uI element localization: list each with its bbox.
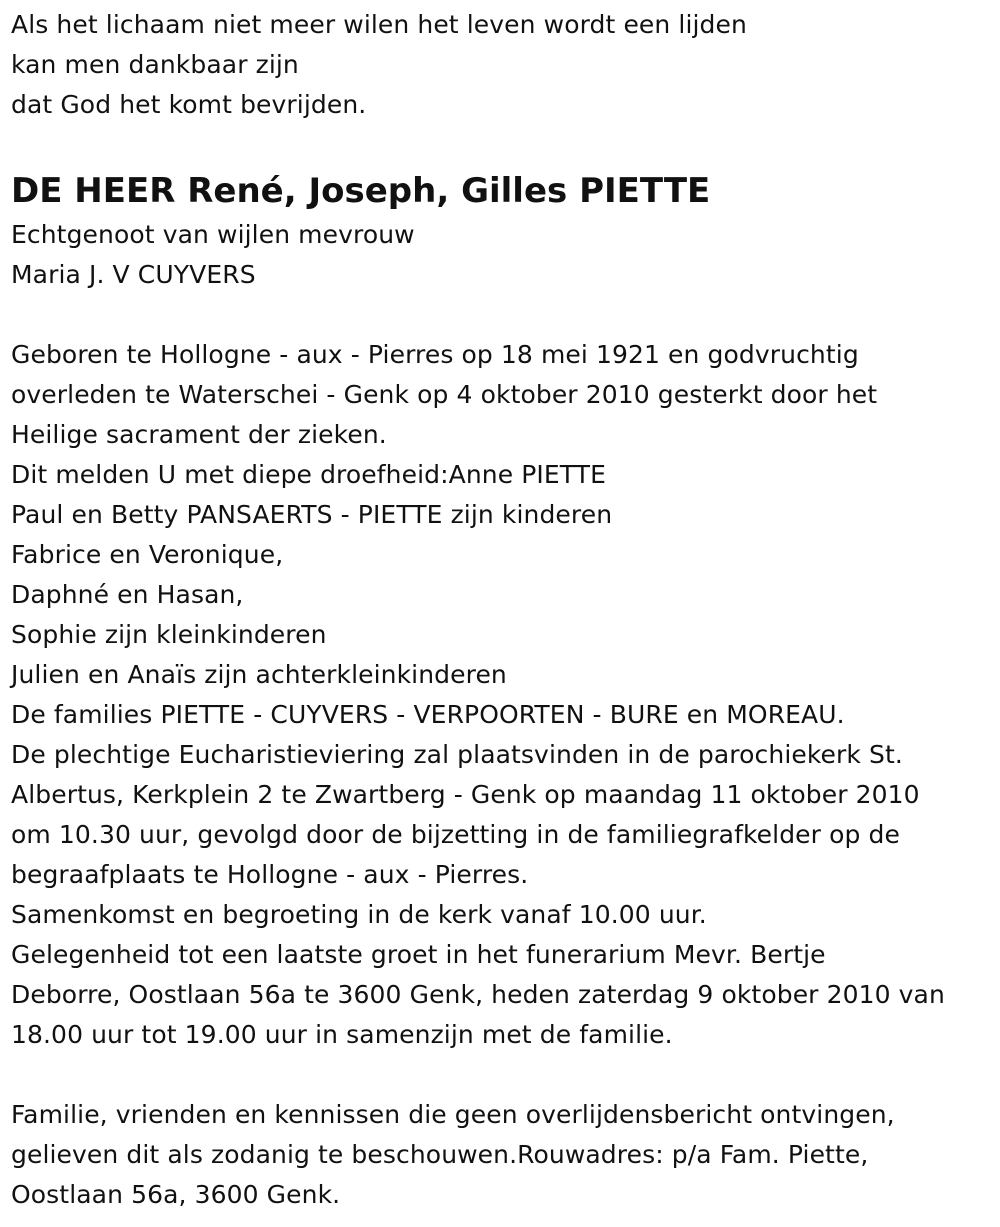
closing-line: Oostlaan 56a, 3600 Genk. xyxy=(11,1180,341,1209)
body-line: Daphné en Hasan, xyxy=(11,580,244,609)
body-line: begraafplaats te Hollogne - aux - Pierres. xyxy=(11,860,529,889)
body-line: Gelegenheid tot een laatste groet in het funerarium Mevr. Bertje xyxy=(11,940,826,969)
body-line: Julien en Anaïs zijn achterkleinkinderen xyxy=(11,660,507,689)
body-line: Geboren te Hollogne - aux - Pierres op 18 mei 1921 en godvruchtig xyxy=(11,340,859,369)
body-line: De families PIETTE - CUYVERS - VERPOORTEN - BURE en MOREAU. xyxy=(11,700,845,729)
body-line: om 10.30 uur, gevolgd door de bijzetting in de familiegrafkelder op de xyxy=(11,820,900,849)
spouse-line: Echtgenoot van wijlen mevrouw xyxy=(11,220,415,249)
poem-line: dat God het komt bevrijden. xyxy=(11,90,367,119)
spouse-info xyxy=(11,215,991,295)
spacer xyxy=(11,1055,991,1095)
deceased-name-title: DE HEER René, Joseph, Gilles PIETTE xyxy=(11,171,711,211)
closing-line: Familie, vrienden en kennissen die geen overlijdensbericht ontvingen, xyxy=(11,1100,895,1129)
body-line: De plechtige Eucharistieviering zal plaatsvinden in de parochiekerk St. xyxy=(11,740,903,769)
closing-line: gelieven dit als zodanig te beschouwen.Rouwadres: p/a Fam. Piette, xyxy=(11,1140,869,1169)
body-line: Sophie zijn kleinkinderen xyxy=(11,620,327,649)
body-line: overleden te Waterschei - Genk op 4 oktober 2010 gesterkt door het xyxy=(11,380,878,409)
body-line: Deborre, Oostlaan 56a te 3600 Genk, heden zaterdag 9 oktober 2010 van xyxy=(11,980,945,1009)
body-line: Heilige sacrament der zieken. xyxy=(11,420,387,449)
body-line: Dit melden U met diepe droefheid:Anne PIETTE xyxy=(11,460,606,489)
body-line: Fabrice en Veronique, xyxy=(11,540,284,569)
closing-note xyxy=(11,1095,991,1215)
poem xyxy=(11,5,991,125)
spouse-line: Maria J. V CUYVERS xyxy=(11,260,256,289)
poem-line: kan men dankbaar zijn xyxy=(11,50,299,79)
spacer xyxy=(11,295,991,335)
obituary-notice xyxy=(11,5,991,1215)
poem-line: Als het lichaam niet meer wilen het leven wordt een lijden xyxy=(11,10,747,39)
body-line: Albertus, Kerkplein 2 te Zwartberg - Genk op maandag 11 oktober 2010 xyxy=(11,780,920,809)
announcement-body xyxy=(11,335,991,1055)
body-line: Samenkomst en begroeting in de kerk vanaf 10.00 uur. xyxy=(11,900,707,929)
body-line: 18.00 uur tot 19.00 uur in samenzijn met de familie. xyxy=(11,1020,673,1049)
body-line: Paul en Betty PANSAERTS - PIETTE zijn kinderen xyxy=(11,500,613,529)
